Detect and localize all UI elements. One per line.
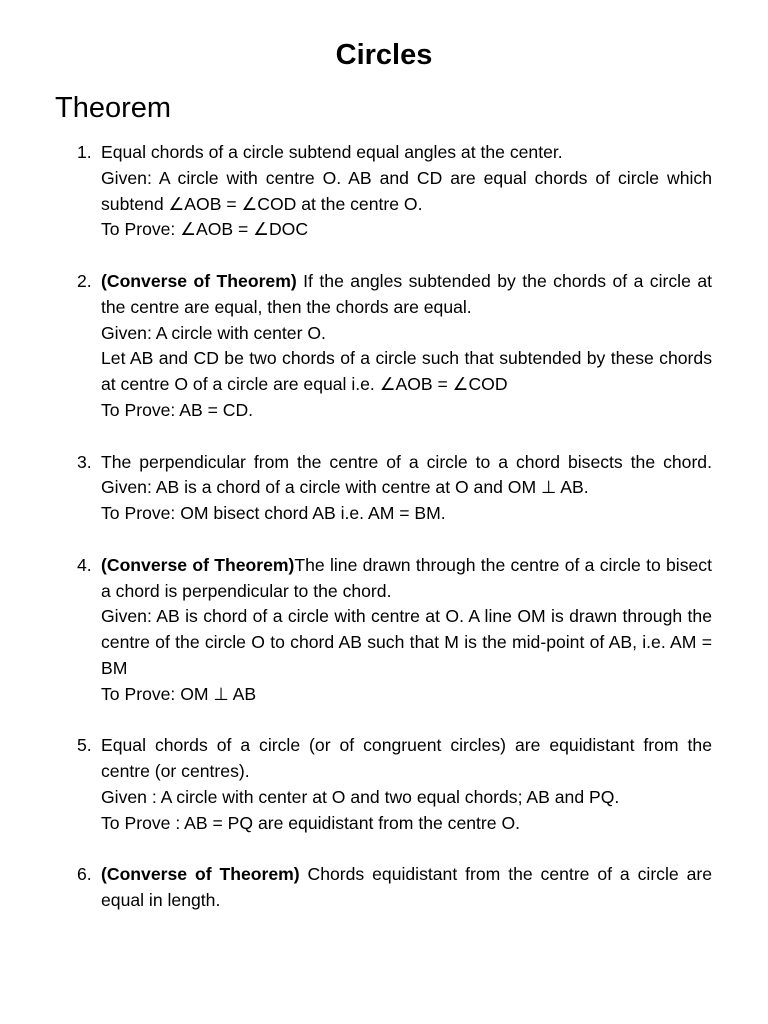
theorem-to-prove: To Prove: OM ⊥ AB bbox=[101, 683, 257, 704]
theorem-number: 3. bbox=[77, 451, 92, 472]
theorem-item-5 bbox=[0, 733, 712, 836]
theorem-number: 6. bbox=[77, 864, 92, 885]
theorem-given: Given : A circle with center at O and two equal chords; AB and PQ. bbox=[101, 786, 620, 807]
theorem-item-3 bbox=[0, 450, 712, 527]
theorem-statement bbox=[101, 269, 712, 321]
theorem-given: Given: A circle with center O. bbox=[101, 322, 326, 343]
theorem-to-prove: To Prove : AB = PQ are equidistant from the centre O. bbox=[101, 812, 521, 833]
theorem-number: 5. bbox=[77, 735, 92, 756]
theorem-construction: Let AB and CD be two chords of a circle such that subtended by these chords at centre O of a circle are equal i.e. ∠AOB = ∠COD bbox=[101, 348, 712, 395]
theorem-to-prove: To Prove: OM bisect chord AB i.e. AM = BM. bbox=[101, 503, 446, 524]
page-title: Circles bbox=[335, 39, 433, 71]
theorem-statement bbox=[101, 553, 712, 605]
theorem-list bbox=[0, 140, 768, 940]
converse-label: (Converse of Theorem) bbox=[101, 270, 297, 291]
converse-label: (Converse of Theorem) bbox=[101, 864, 300, 885]
theorem-given: Given: AB is chord of a circle with centre at O. A line OM is drawn through the centre of the circle O to chord AB such that M is the mid-point of AB, i.e. AM = BM bbox=[101, 606, 712, 678]
theorem-to-prove: To Prove: ∠AOB = ∠DOC bbox=[101, 219, 309, 240]
theorem-number: 4. bbox=[77, 554, 92, 575]
theorem-number: 1. bbox=[77, 142, 92, 162]
theorem-item-2 bbox=[0, 269, 712, 424]
theorem-statement bbox=[101, 862, 712, 914]
theorem-item-6 bbox=[0, 862, 712, 914]
converse-label: (Converse of Theorem) bbox=[101, 554, 295, 575]
theorem-given: Given: A circle with centre O. AB and CD are equal chords of circle which subtend ∠AOB = ∠COD at the centre O. bbox=[101, 167, 712, 214]
theorem-statement-text: The line drawn through the centre of a circle to bisect a chord is perpendicular to the chord. bbox=[101, 554, 712, 601]
theorem-item-1 bbox=[0, 140, 712, 243]
theorem-statement: Equal chords of a circle subtend equal angles at the center. bbox=[101, 142, 563, 162]
theorem-statement: Equal chords of a circle (or of congruent circles) are equidistant from the centre (or centres). bbox=[101, 735, 712, 782]
section-heading: Theorem bbox=[55, 92, 172, 124]
theorem-statement: The perpendicular from the centre of a circle to a chord bisects the chord. Given: AB is a chord of a circle with centre at O and OM ⊥ AB. bbox=[101, 451, 712, 498]
theorem-to-prove: To Prove: AB = CD. bbox=[101, 399, 254, 420]
theorem-statement-text: Chords equidistant from the centre of a circle are equal in length. bbox=[101, 864, 712, 911]
theorem-statement-text: If the angles subtended by the chords of a circle at the centre are equal, then the chords are equal. bbox=[101, 270, 712, 317]
theorem-number: 2. bbox=[77, 270, 92, 291]
theorem-item-4 bbox=[0, 553, 712, 708]
